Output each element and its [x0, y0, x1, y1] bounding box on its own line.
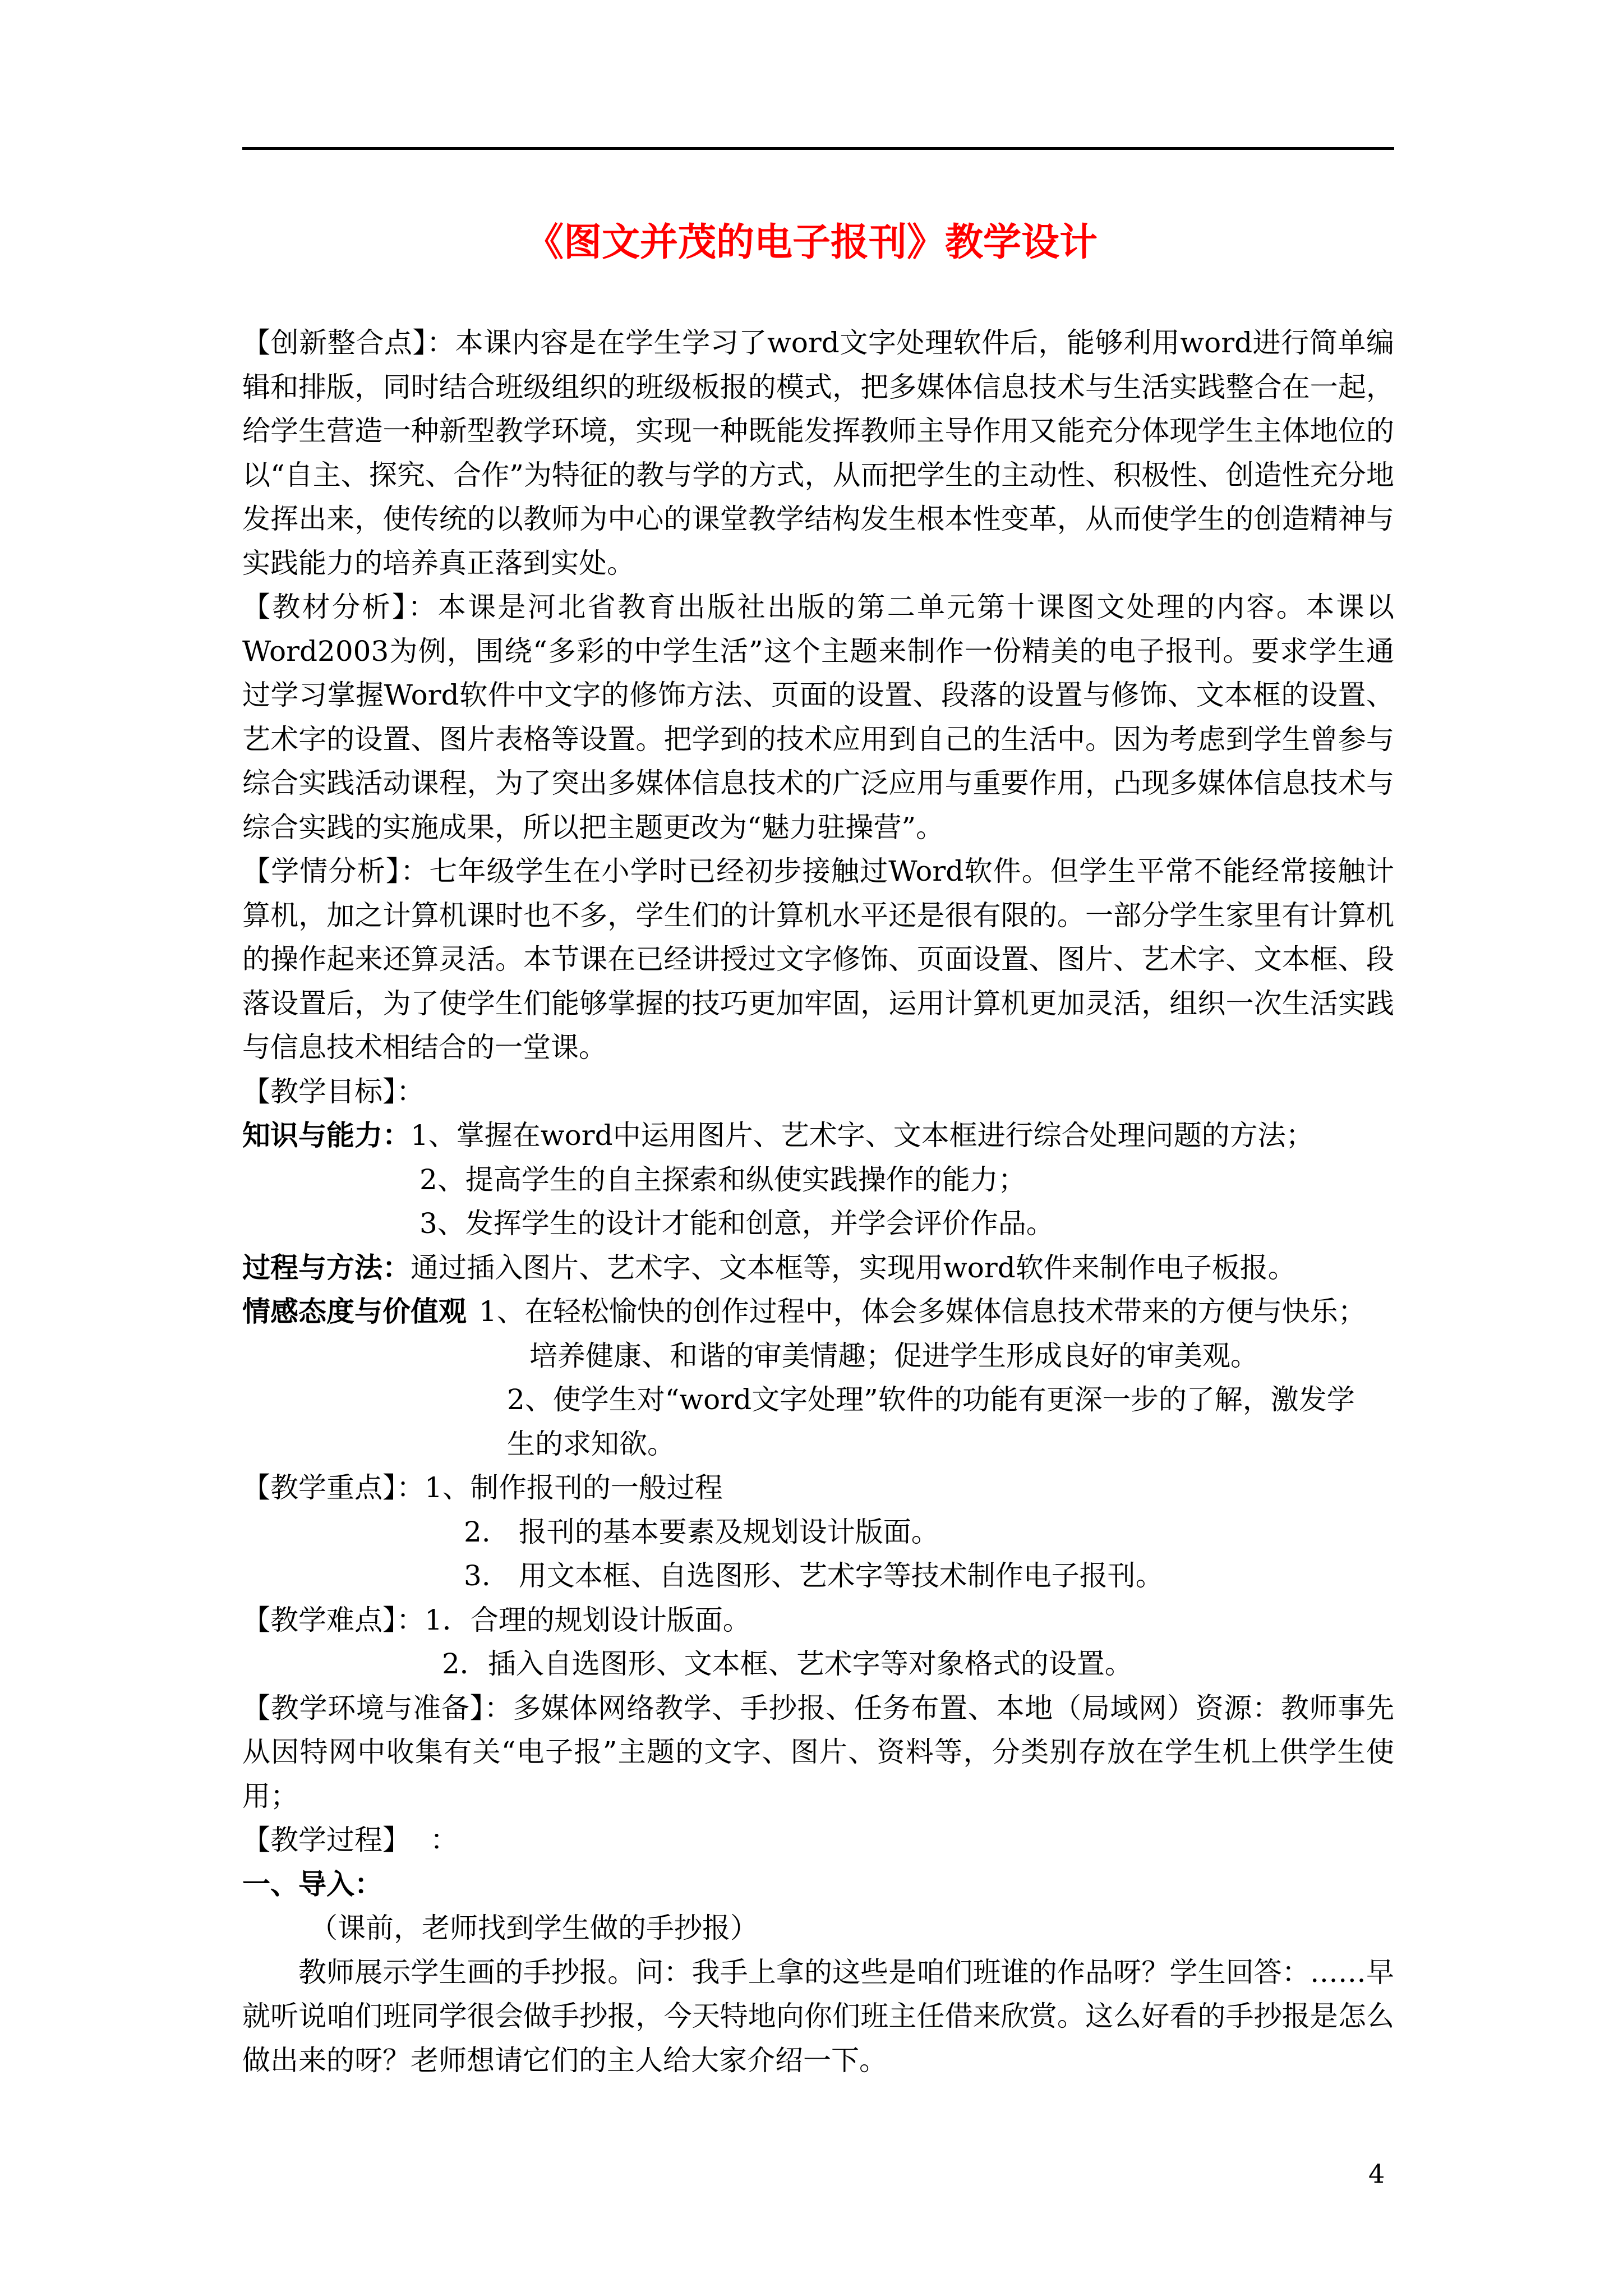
document-title: 《图文并茂的电子报刊》教学设计 [525, 220, 1098, 265]
difficulty-1: 1．合理的规划设计版面。 [425, 1603, 751, 1636]
knowledge-item-2: 2、提高学生的自主探索和纵使实践操作的能力； [419, 1163, 1026, 1196]
goals-heading: 【教学目标】： [242, 1075, 425, 1108]
emotion-label: 情感态度与价值观 [242, 1295, 467, 1328]
knowledge-item-1: 1、掌握在word中运用图片、艺术字、文本框进行综合处理问题的方法； [411, 1119, 1314, 1152]
process-colon: ： [430, 1824, 458, 1856]
emotion-item-2a: 2、使学生对“word文字处理”软件的功能有更深一步的了解，激发学 [507, 1383, 1355, 1416]
innovation-text: 本课内容是在学生学习了word文字处理软件后，能够利用word进行简单编辑和排版，同时结合班级组织的班级板报的模式，把多媒体信息技术与生活实践整合在一起，给学生营造一种新型教学环境，实现一种既能发挥教师主导作用又能充分体现学生主体地位的以“自主、探究、合作”为特征的教与学的方式，从而把学生的主动性、积极性、创造性充分地发挥出来，使传统的以教师为中心的课堂教学结构发生根本性变革，从而使学生的创造精神与实践能力的培养真正落到实处。 [242, 326, 1394, 579]
environment-paragraph [242, 1686, 1394, 1819]
key-points-line-1 [242, 1466, 1394, 1510]
students-text: 七年级学生在小学时已经初步接触过Word软件。但学生平常不能经常接触计算机，加之计算机课时也不多，学生们的计算机水平还是很有限的。一部分学生家里有计算机的操作起来还算灵活。本节课在已经讲授过文字修饰、页面设置、图片、艺术字、文本框、段落设置后，为了使学生们能够掌握的技巧更加牢固，运用计算机更加灵活，组织一次生活实践与信息技术相结合的一堂课。 [242, 855, 1395, 1064]
difficulties-label: 【教学难点】： [242, 1603, 425, 1636]
emotion-item-1b: 培养健康、和谐的审美情趣；促进学生形成良好的审美观。 [529, 1339, 1258, 1372]
process-heading [242, 1818, 1394, 1862]
innovation-label: 【创新整合点】： [242, 326, 455, 359]
environment-label: 【教学环境与准备】： [242, 1691, 513, 1724]
introduction-note: （课前，老师找到学生做的手抄报） [310, 1912, 758, 1944]
material-label: 【教材分析】： [242, 591, 438, 623]
section-introduction-heading: 一、导入： [242, 1867, 382, 1901]
key-point-3: 3. 用文本框、自选图形、艺术字等技术制作电子报刊。 [464, 1559, 1164, 1592]
key-points-label: 【教学重点】： [242, 1471, 425, 1504]
students-paragraph [242, 849, 1394, 1070]
material-text: 本课是河北省教育出版社出版的第二单元第十课图文处理的内容。本课以Word2003为例，围绕“多彩的中学生活”这个主题来制作一份精美的电子报刊。要求学生通过学习掌握Word软件中文字的修饰方法、页面的设置、段落的设置与修饰、文本框的设置、艺术字的设置、图片表格等设置。把学到的技术应用到自己的生活中。因为考虑到学生曾参与综合实践活动课程，为了突出多媒体信息技术的广泛应用与重要作用，凸现多媒体信息技术与综合实践的实施成果，所以把主题更改为“魅力驻操营”。 [242, 591, 1395, 844]
process-method-label: 过程与方法： [242, 1251, 411, 1284]
students-label: 【学情分析】： [242, 855, 430, 887]
knowledge-label: 知识与能力： [242, 1119, 411, 1152]
material-paragraph [242, 585, 1394, 849]
knowledge-line-1 [242, 1114, 1394, 1158]
page-number: 4 [1368, 2159, 1385, 2189]
header-rule [242, 147, 1394, 150]
emotion-item-2b: 生的求知欲。 [507, 1427, 675, 1460]
process-method-line [242, 1246, 1394, 1290]
difficulties-line-1 [242, 1598, 1394, 1642]
process-label: 【教学过程】 [242, 1824, 396, 1856]
emotion-line-1 [242, 1290, 1394, 1334]
key-point-2: 2. 报刊的基本要素及规划设计版面。 [464, 1515, 939, 1548]
process-method-text: 通过插入图片、艺术字、文本框等，实现用word软件来制作电子板报。 [411, 1251, 1296, 1284]
environment-text: 多媒体网络教学、手抄报、任务布置、本地（局域网）资源：教师事先从因特网中收集有关“电子报”主题的文字、图片、资料等，分类别存放在学生机上供学生使用； [242, 1691, 1394, 1812]
emotion-item-1a: 1、在轻松愉快的创作过程中，体会多媒体信息技术带来的方便与快乐； [479, 1295, 1366, 1328]
introduction-paragraph: 教师展示学生画的手抄报。问：我手上拿的这些是咱们班谁的作品呀？学生回答：……早就听说咱们班同学很会做手抄报，今天特地向你们班主任借来欣赏。这么好看的手抄报是怎么做出来的呀？老师想请它们的主人给大家介绍一下。 [242, 1955, 1394, 2077]
difficulty-2: 2．插入自选图形、文本框、艺术字等对象格式的设置。 [442, 1648, 1133, 1680]
knowledge-item-3: 3、发挥学生的设计才能和创意，并学会评价作品。 [419, 1207, 1054, 1240]
innovation-paragraph [242, 321, 1394, 585]
document-body [242, 321, 1394, 2082]
key-point-1: 1、制作报刊的一般过程 [425, 1471, 723, 1504]
